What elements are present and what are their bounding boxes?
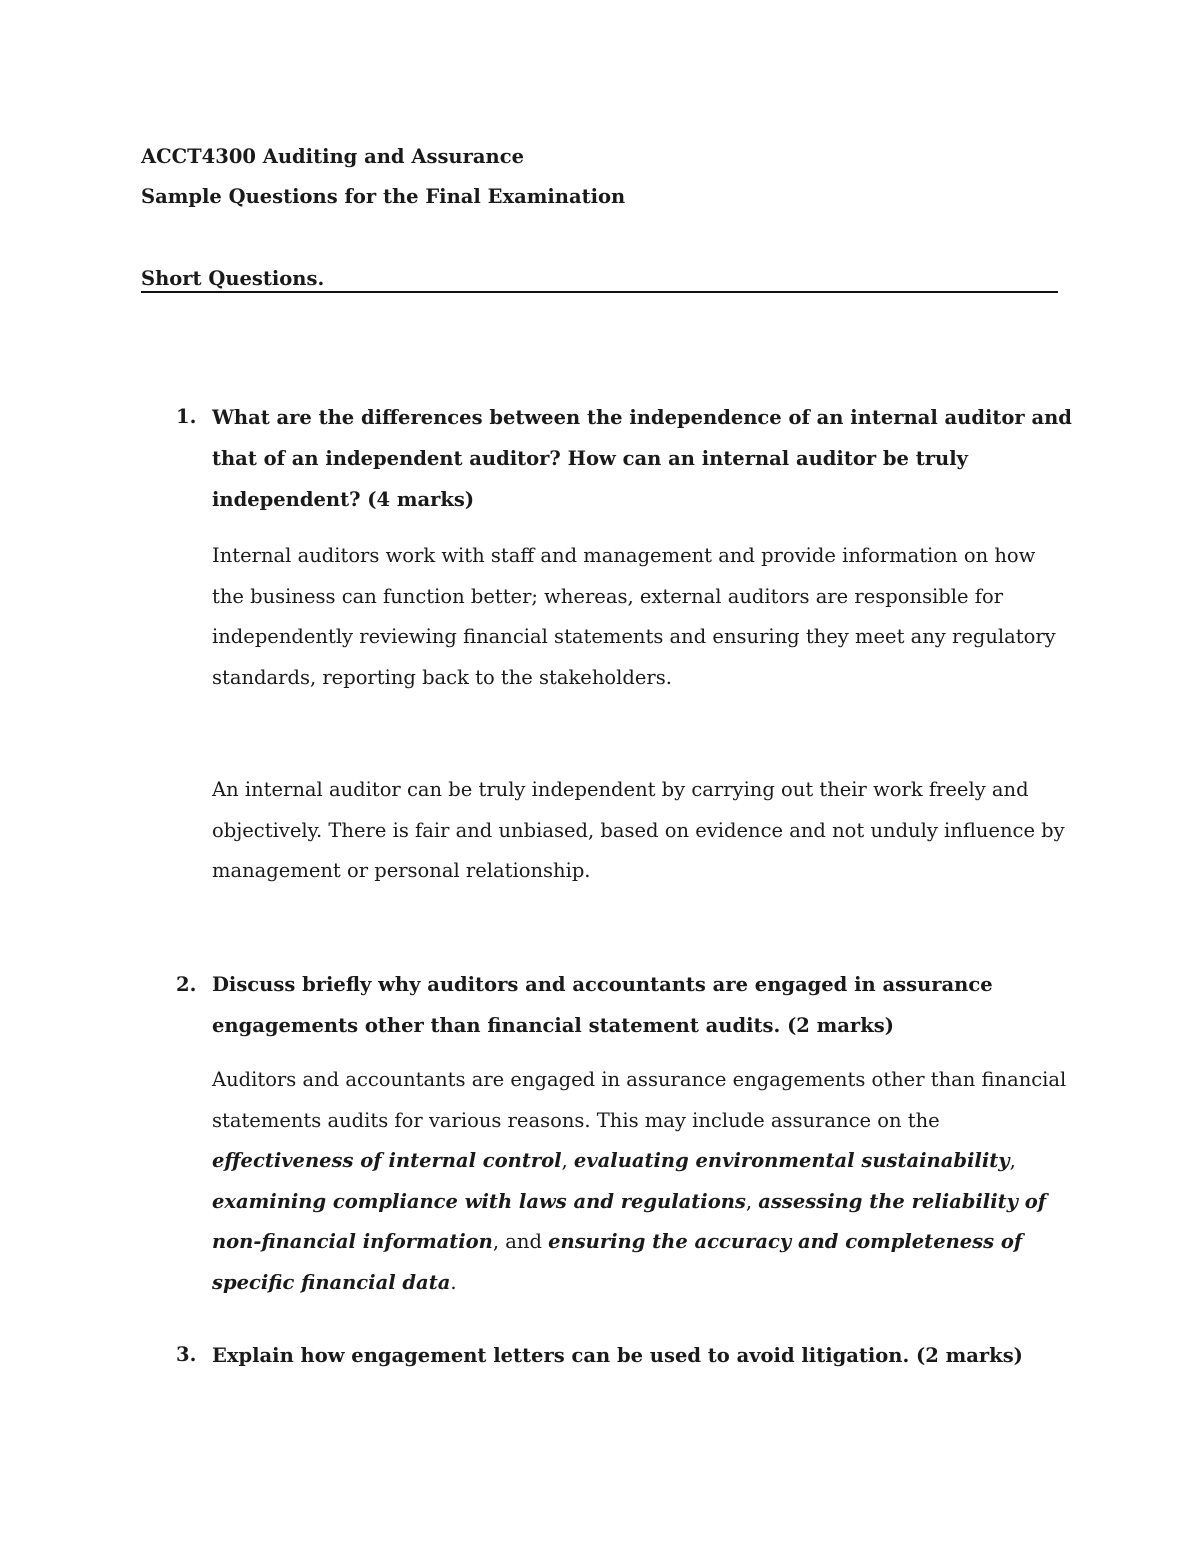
answer-text: , bbox=[561, 1149, 574, 1172]
question-2-answer bbox=[212, 1060, 1072, 1303]
section-divider bbox=[141, 291, 1058, 293]
question-1-number: 1. bbox=[176, 405, 197, 428]
question-1-answer-paragraph-2: An internal auditor can be truly independent by carrying out their work freely and objectively. There is fair and unbiased, based on evidence and not unduly influence by management or personal relationship. bbox=[212, 778, 1065, 882]
course-title: ACCT4300 Auditing and Assurance bbox=[141, 145, 524, 168]
answer-text: , bbox=[1009, 1149, 1016, 1172]
question-1-answer-paragraph-1: Internal auditors work with staff and management and provide information on how the business can function better; whereas, external auditors are responsible for independently reviewing financial statements and ensuring they meet any regulatory standards, reporting back to the stakeholders. bbox=[212, 544, 1056, 689]
section-heading: Short Questions. bbox=[141, 267, 325, 290]
answer-text: , bbox=[745, 1189, 759, 1213]
answer-text: , and bbox=[492, 1230, 549, 1253]
question-2-number: 2. bbox=[176, 973, 197, 996]
answer-emphasis: evaluating environmental sustainability bbox=[573, 1149, 1010, 1172]
answer-emphasis: ensuring the accuracy and completeness of specific financial data bbox=[212, 1230, 1023, 1294]
answer-text: Auditors and accountants are engaged in assurance engagements other than financial statements audits for various reasons. This may include assurance on the bbox=[212, 1068, 1067, 1132]
question-3-number: 3. bbox=[176, 1343, 197, 1366]
answer-emphasis: examining compliance with laws and regulations bbox=[212, 1189, 746, 1213]
answer-emphasis: assessing the reliability of non-financial information bbox=[212, 1189, 1047, 1253]
answer-emphasis: effectiveness of internal control bbox=[212, 1149, 562, 1172]
answer-text: . bbox=[450, 1270, 457, 1294]
question-2-text: Discuss briefly why auditors and accountants are engaged in assurance engagements other than financial statement audits. (2 marks) bbox=[212, 973, 993, 1037]
document-subtitle: Sample Questions for the Final Examination bbox=[141, 185, 626, 208]
question-3-text: Explain how engagement letters can be used to avoid litigation. (2 marks) bbox=[212, 1344, 1023, 1367]
question-1-text: What are the differences between the independence of an internal auditor and that of an independent auditor? How can an internal auditor be truly independent? (4 marks) bbox=[212, 406, 1072, 511]
